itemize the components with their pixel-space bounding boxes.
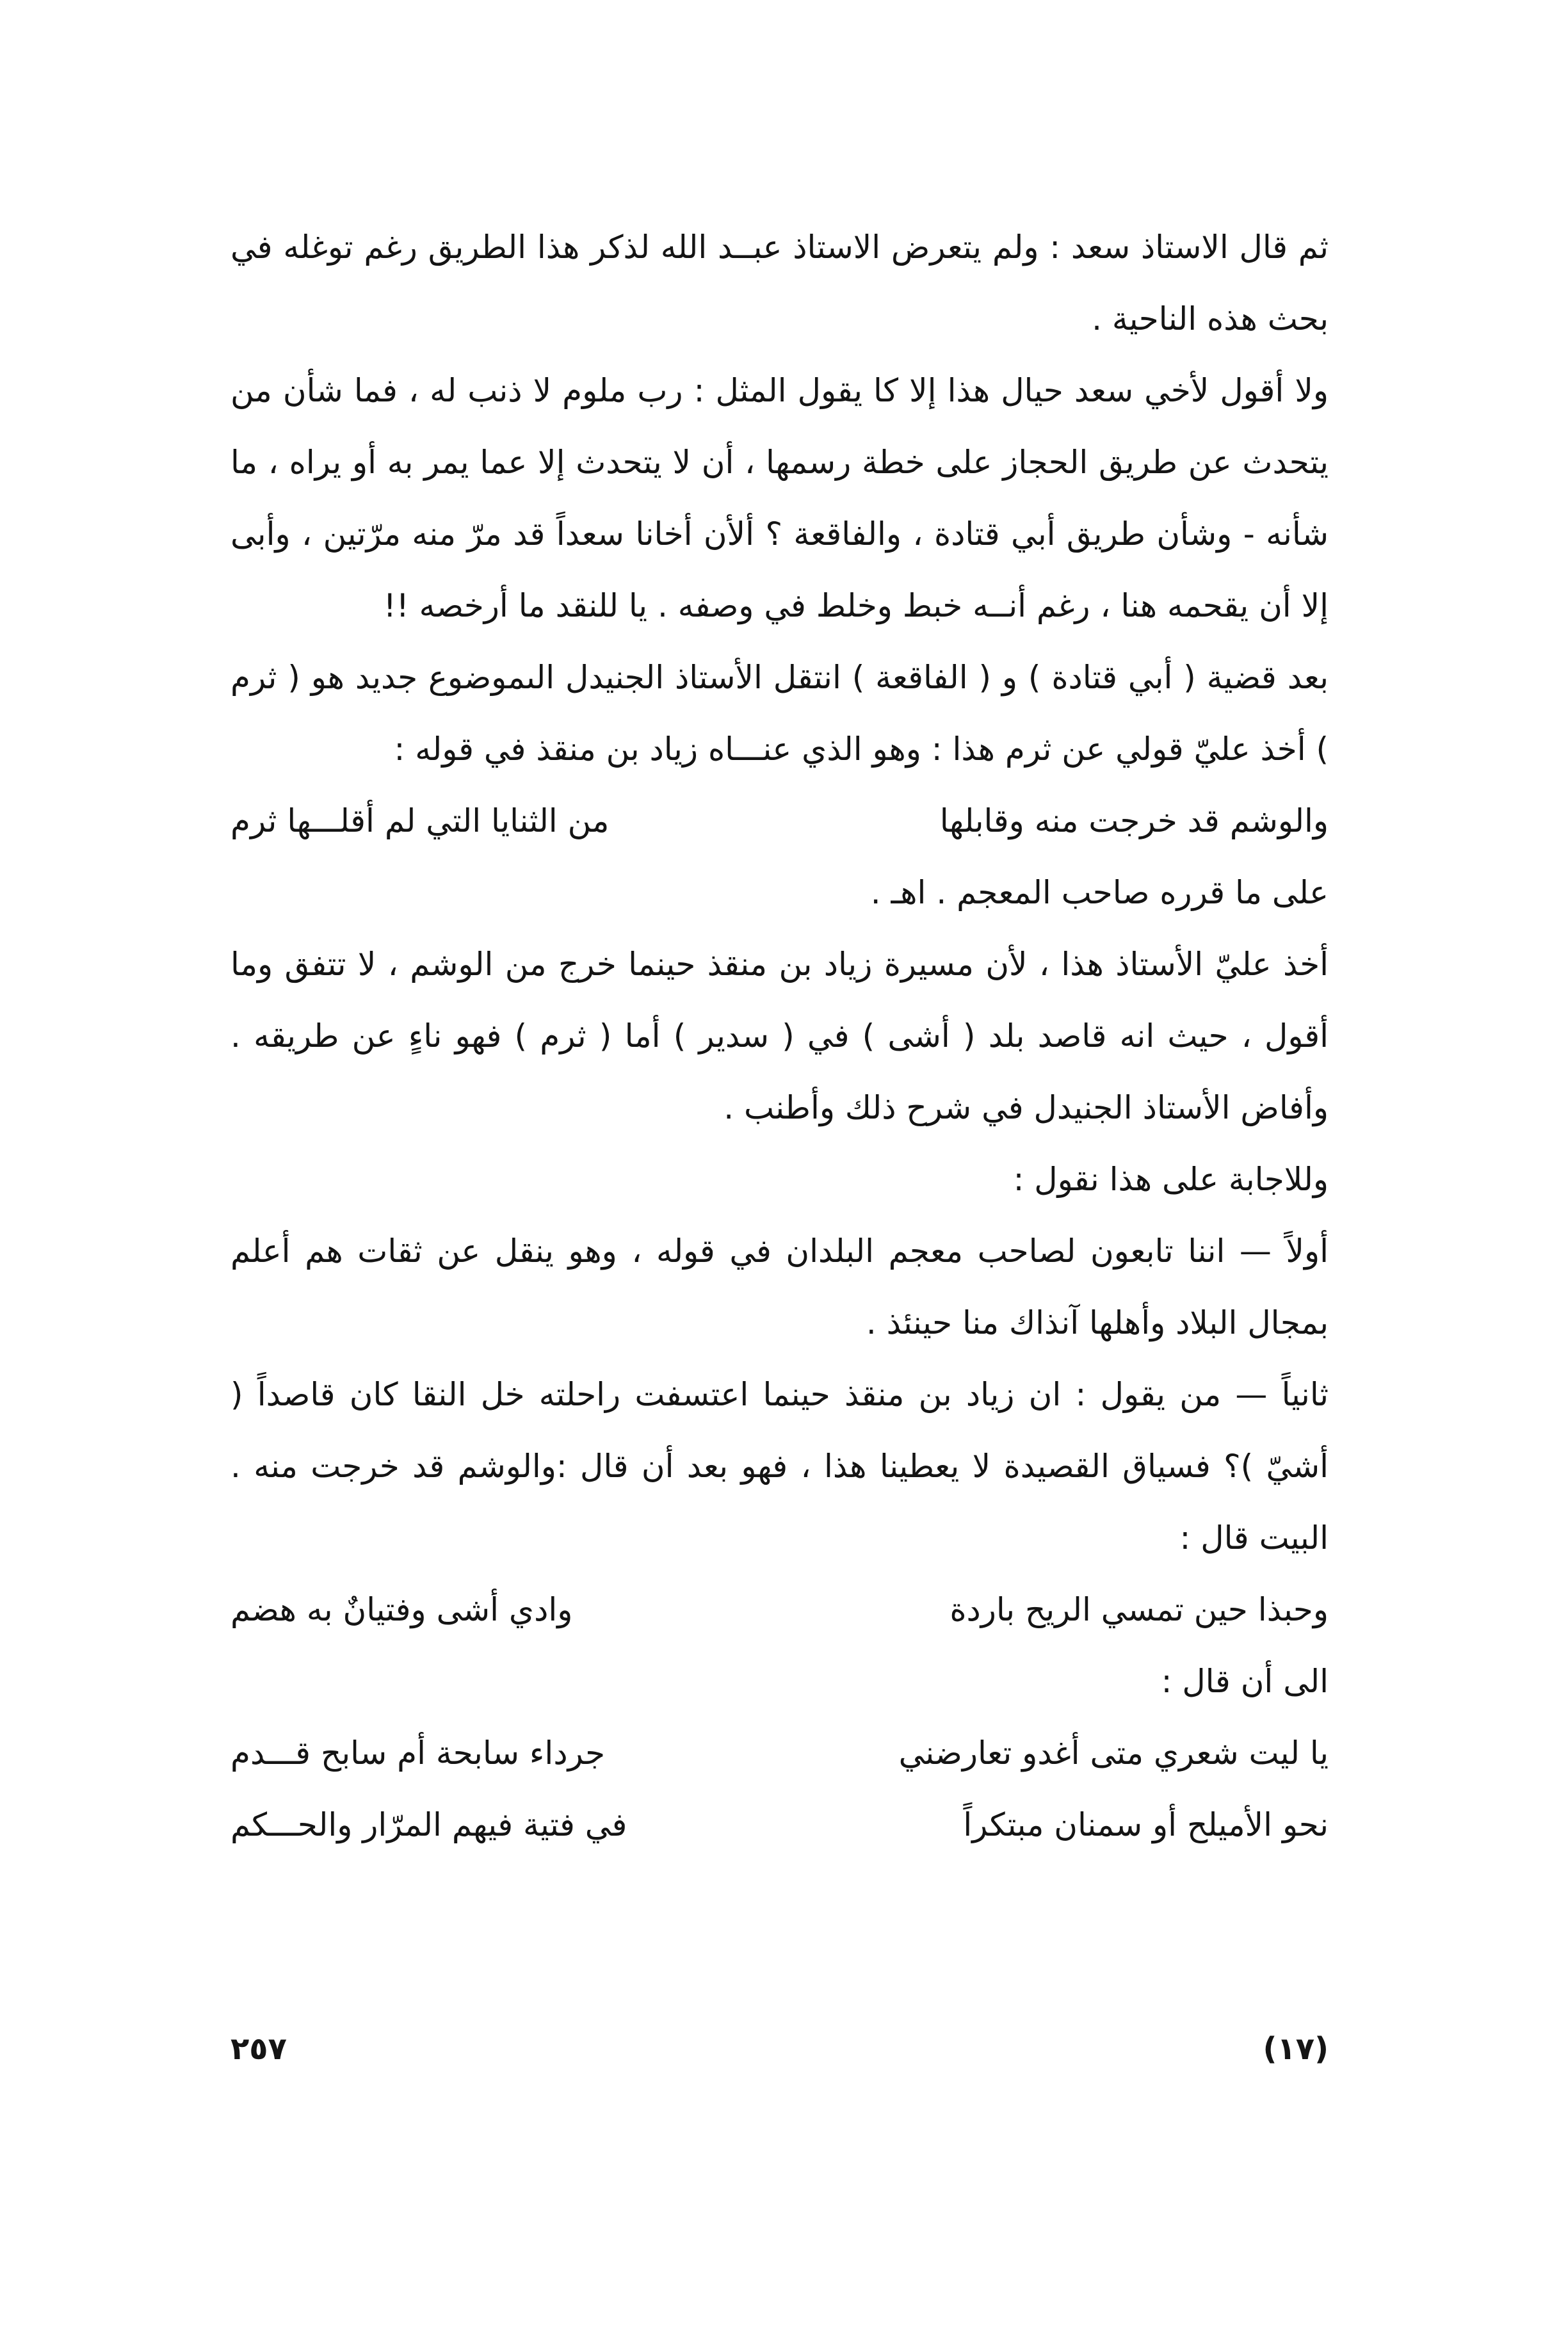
paragraph-1: ثم قال الاستاذ سعد : ولم يتعرض الاستاذ عبــد الله لذكر هذا الطريق رغم توغله في بحث هذه الناحية . xyxy=(230,229,1329,337)
verse-2 xyxy=(230,1574,1329,1646)
paragraph-8: ثانياً — من يقول : ان زياد بن منقذ حينما اعتسفت راحلته خل النقا كان قاصداً ( أشيّ )؟ فسياق القصيدة لا يعطينا هذا ، فهو بعد أن قال :والوشم قد خرجت منه . البيت قال : xyxy=(230,1376,1329,1557)
verse-3-first-hemistich: يا ليت شعري متى أغدو تعارضني xyxy=(898,1735,1329,1772)
verse-3-second-hemistich: جرداء سابحة أم سابح قـــدم xyxy=(230,1735,606,1772)
verse-1-first-hemistich: والوشم قد خرجت منه وقابلها xyxy=(939,802,1329,839)
verse-1-second-hemistich: من الثنايا التي لم أقلـــها ثرم xyxy=(230,802,610,839)
paragraph-3: بعد قضية ( أبي قتادة ) و ( الفاقعة ) انتقل الأستاذ الجنيدل الىموضوع جديد هو ( ثرم ) أخذ عليّ قولي عن ثرم هذا : وهو الذي عنـــاه زياد بن منقذ في قوله : xyxy=(230,659,1329,768)
verse-3 xyxy=(230,1717,1329,1789)
paragraph-5: أخذ عليّ الأستاذ هذا ، لأن مسيرة زياد بن منقذ حينما خرج من الوشم ، لا تتفق وما أقول ، حيث انه قاصد بلد ( أشى ) في ( سدير ) أما ( ثرم ) فهو ناءٍ عن طريقه . وأفاض الأستاذ الجنيدل في شرح ذلك وأطنب . xyxy=(230,946,1329,1126)
verse-4-second-hemistich: في فتية فيهم المرّار والحـــكم xyxy=(230,1806,627,1843)
paragraph-2: ولا أقول لأخي سعد حيال هذا إلا كا يقول المثل : رب ملوم لا ذنب له ، فما شأن من يتحدث عن طريق الحجاز على خطة رسمها ، أن لا يتحدث إلا عما يمر به أو يراه ، ما شأنه - وشأن طريق أبي قتادة ، والفاقعة ؟ ألأن أخانا سعداً قد مرّ منه مرّتين ، وأبى إلا أن يقحمه هنا ، رغم أنــه خبط وخلط في وصفه . يا للنقد ما أرخصه !! xyxy=(230,372,1329,624)
paragraph-6: وللاجابة على هذا نقول : xyxy=(1013,1161,1329,1198)
verse-1 xyxy=(230,785,1329,857)
body-text xyxy=(230,211,1329,1861)
paragraph-7: أولاً — اننا تابعون لصاحب معجم البلدان في قوله ، وهو ينقل عن ثقات هم أعلم بمجال البلاد وأهلها آنذاك منا حينئذ . xyxy=(230,1233,1329,1341)
verse-4 xyxy=(230,1789,1329,1861)
signature-mark: (١٧) xyxy=(1263,2031,1329,2067)
paragraph-9: الى أن قال : xyxy=(1161,1663,1329,1700)
verse-4-first-hemistich: نحو الأميلح أو سمنان مبتكراً xyxy=(963,1806,1329,1843)
page-footer xyxy=(230,2023,1329,2074)
page-number: ٢٥٧ xyxy=(230,2031,287,2067)
verse-2-first-hemistich: وحبذا حين تمسي الريح باردة xyxy=(950,1591,1329,1628)
paragraph-4: على ما قرره صاحب المعجم . اهـ . xyxy=(870,874,1329,911)
verse-2-second-hemistich: وادي أشى وفتيانٌ به هضم xyxy=(230,1591,573,1628)
